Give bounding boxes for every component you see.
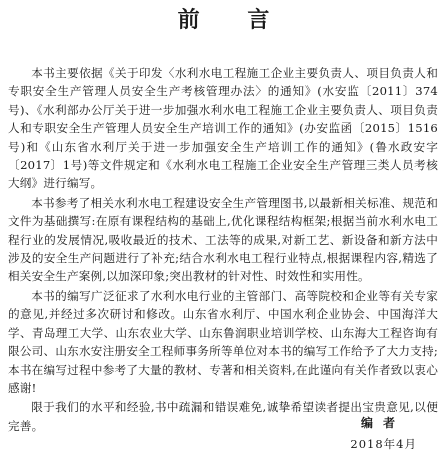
paragraph-basis: 本书主要依据《关于印发〈水利水电工程施工企业主要负责人、项目负责人和专职安全生产管理人员安全生产考核管理办法〉的通知》(水安监〔2011〕374号)、《水利部办公厅关于进一步加强水利水电工程施工企业主要负责人、项目负责人和专职安全生产管理人员安全生产培训工作的通知》(办安监函〔2015〕1516号)和《山东省水利厅关于进一步加强安全生产培训工作的通知》(鲁水政安字〔2017〕1号)等文件规定和《水利水电工程施工企业安全生产管理三类人员考核大纲》进行编写。 bbox=[8, 66, 438, 191]
editor-signature: 编者 bbox=[360, 416, 405, 430]
paragraph-acknowledgements: 本书的编写广泛征求了水利水电行业的主管部门、高等院校和企业等有关专家的意见,并经过多次研讨和修改。山东省水利厅、中国水利企业协会、中国海洋大学、青岛理工大学、山东农业大学、山东鲁润职业培训学校、山东海大工程咨询有限公司、山东水安注册安全工程师事务所等单位对本书的编写工作给予了大力支持;本书在编写过程中参考了大量的教材、专著和相关资料,在此谨向有关作者致以衷心感谢! bbox=[8, 288, 438, 395]
page-title: 前 言 bbox=[177, 8, 290, 33]
paragraph-references: 本书参考了相关水利水电工程建设安全生产管理图书,以最新相关标准、规范和文件为基础撰写:在原有课程结构的基础上,优化课程结构框架;根据当前水利水电工程行业的发展情况,吸收最近的技术、工法等的成果,对新工艺、新设备和新方法中涉及的安全生产问题进行了补充;结合水利水电工程行业特点,根据课程内容,精选了相关安全生产案例,以加深印象;突出教材的针对性、时效性和实用性。 bbox=[8, 195, 438, 284]
preface-body bbox=[8, 64, 438, 436]
paragraph-limitations: 限于我们的水平和经验,书中疏漏和错误难免,诚挚希望读者提出宝贵意见,以便完善。 bbox=[8, 400, 438, 433]
preface-date: 2018年4月 bbox=[350, 437, 417, 451]
